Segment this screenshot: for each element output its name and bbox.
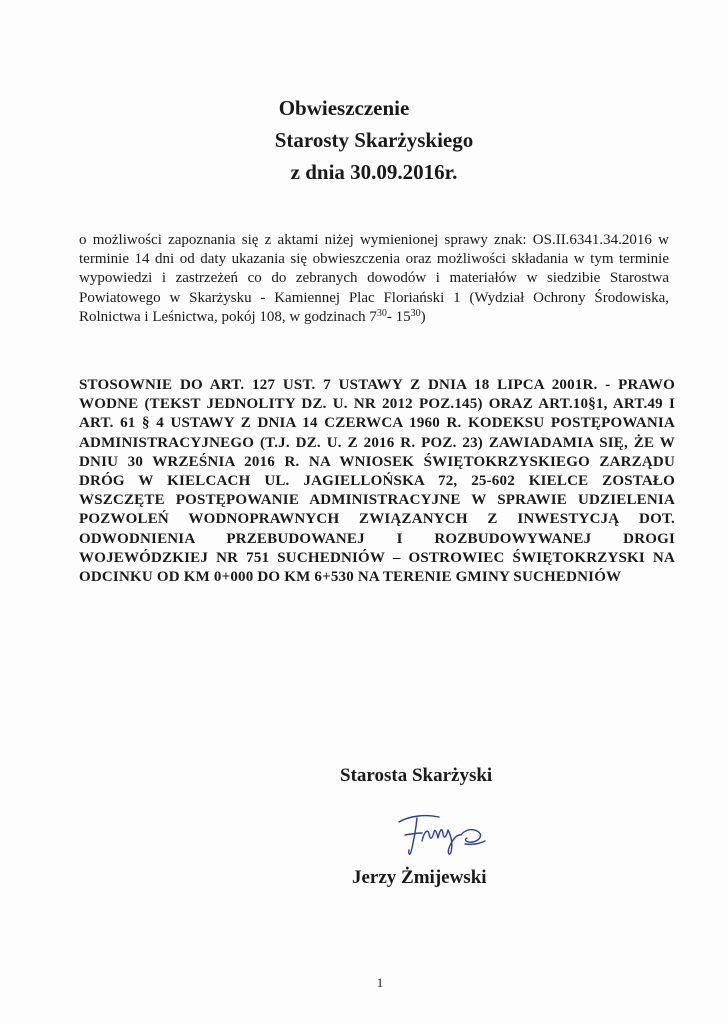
intro-hours-end-superscript: 30 xyxy=(410,307,421,319)
title-line-3: z dnia 30.09.2016r. xyxy=(290,160,458,184)
intro-hours-separator: - 15 xyxy=(386,308,411,325)
page-number: 1 xyxy=(376,975,384,990)
title-line-2: Starosty Skarżyskiego xyxy=(274,128,474,152)
signatory-title: Starosta Skarżyski xyxy=(340,765,493,786)
intro-text: o możliwości zapoznania się z aktami niżej wymienionej sprawy znak: OS.II.6341.34.2016 w terminie 14 dni od daty ukazania się obwieszczenia oraz możliwości składania w tym terminie wypowiedzi i zastrzeżeń co do zebranych dowodów i materiałów w siedzibie Starostwa Powiatowego w Skarżysku - Kamiennej Plac Floriański 1 (Wydział Ochrony Środowiska, Rolnictwa i Leśnictwa, pokój 108, w godzinach 7 xyxy=(79,232,669,325)
intro-paragraph xyxy=(79,231,669,327)
intro-hours-start-superscript: 30 xyxy=(376,307,387,319)
title-line-1: Obwieszczenie xyxy=(278,96,410,120)
document-title xyxy=(0,92,728,188)
intro-closing-paren: ) xyxy=(420,308,426,325)
signatory-name: Jerzy Żmijewski xyxy=(352,867,487,888)
handwritten-signature-icon xyxy=(395,808,490,863)
main-notice-paragraph: STOSOWNIE DO ART. 127 UST. 7 USTAWY Z DNIA 18 LIPCA 2001R. - PRAWO WODNE (TEKST JEDNOLITY DZ. U. NR 2012 POZ.145) ORAZ ART.10§1, ART.49 I ART. 61 § 4 USTAWY Z DNIA 14 CZERWCA 1960 R. KODEKSU POSTĘPOWANIA ADMINISTRACYJNEGO (T.J. DZ. U. Z 2016 R. POZ. 23) ZAWIADAMIA SIĘ, ŻE W DNIU 30 WRZEŚNIA 2016 R. NA WNIOSEK ŚWIĘTOKRZYSKIEGO ZARZĄDU DRÓG W KIELCACH UL. JAGIELLOŃSKA 72, 25-602 KIELCE ZOSTAŁO WSZCZĘTE POSTĘPOWANIE ADMINISTRACYJNE W SPRAWIE UDZIELENIA POZWOLEŃ WODNOPRAWNYCH ZWIĄZANYCH Z INWESTYCJĄ DOT. ODWODNIENIA PRZEBUDOWANEJ I ROZBUDOWYWANEJ DROGI WOJEWÓDZKIEJ NR 751 SUCHEDNIÓW – OSTROWIEC ŚWIĘTOKRZYSKI NA ODCINKU OD KM 0+000 DO KM 6+530 NA TERENIE GMINY SUCHEDNIÓW xyxy=(79,377,675,586)
